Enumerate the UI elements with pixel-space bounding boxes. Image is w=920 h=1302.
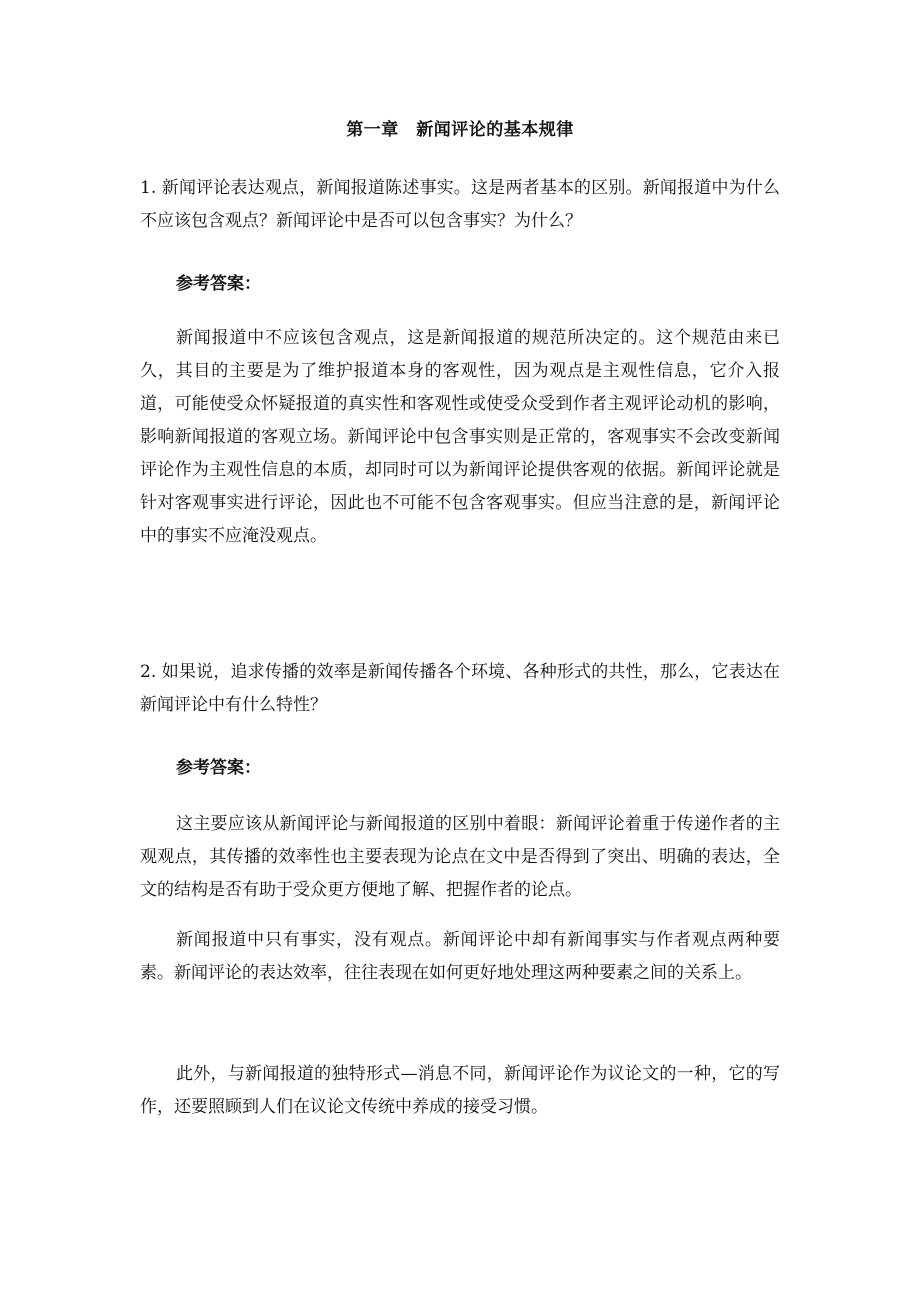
answer-label-2: 参考答案： xyxy=(176,758,261,778)
question-2: 2. 如果说，追求传播的效率是新闻传播各个环境、各种形式的共性，那么，它表达在新闻评论中有什么特性？ xyxy=(140,662,780,715)
question-1: 1. 新闻评论表达观点，新闻报道陈述事实。这是两者基本的区别。新闻报道中为什么不应该包含观点？新闻评论中是否可以包含事实？为什么？ xyxy=(140,178,780,231)
answer-2-paragraph-2: 新闻报道中只有事实，没有观点。新闻评论中却有新闻事实与作者观点两种要素。新闻评论的表达效率，往往表现在如何更好地处理这两种要素之间的关系上。 xyxy=(140,930,780,983)
chapter-title: 第一章 新闻评论的基本规律 xyxy=(346,120,574,140)
answer-1-paragraph-1: 新闻报道中不应该包含观点，这是新闻报道的规范所决定的。这个规范由来已久，其目的主要是为了维护报道本身的客观性，因为观点是主观性信息，它介入报道，可能使受众怀疑报道的真实性和客观性或使受众受到作者主观评论动机的影响，影响新闻报道的客观立场。新闻评论中包含事实则是正常的，客观事实不会改变新闻评论作为主观性信息的本质，却同时可以为新闻评论提供客观的依据。新闻评论就是针对客观事实进行评论，因此也不可能不包含客观事实。但应当注意的是，新闻评论中的事实不应淹没观点。 xyxy=(140,328,780,546)
answer-2-paragraph-3: 此外，与新闻报道的独特形式—消息不同，新闻评论作为议论文的一种，它的写作，还要照顾到人们在议论文传统中养成的接受习惯。 xyxy=(140,1064,780,1117)
answer-2-paragraph-1: 这主要应该从新闻评论与新闻报道的区别中着眼：新闻评论着重于传递作者的主观观点，其传播的效率性也主要表现为论点在文中是否得到了突出、明确的表达，全文的结构是否有助于受众更方便地了解、把握作者的论点。 xyxy=(140,814,780,900)
answer-label-1: 参考答案： xyxy=(176,274,261,294)
